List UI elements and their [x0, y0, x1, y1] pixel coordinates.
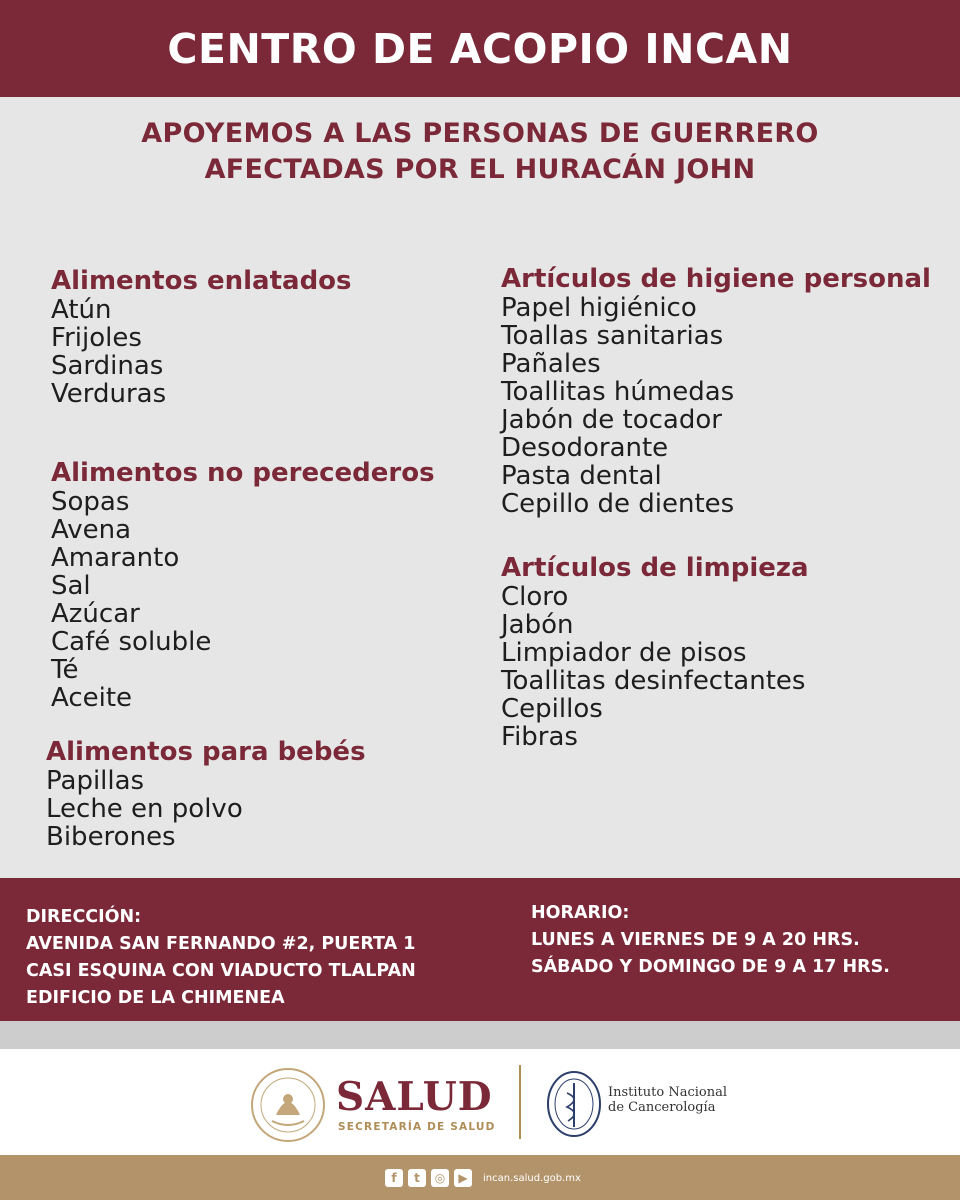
category-higiene	[501, 264, 931, 518]
category-no-perecederos	[51, 458, 435, 712]
subtitle	[0, 116, 960, 188]
incan-seal-icon	[546, 1069, 602, 1139]
incan-logo-text	[608, 1085, 727, 1115]
incan-name-line: de Cancerología	[608, 1100, 716, 1115]
list-item: Sal	[51, 571, 91, 601]
list-item: Té	[51, 655, 79, 685]
address-line: CASI ESQUINA CON VIADUCTO TLALPAN	[26, 961, 416, 981]
list-item: Atún	[51, 295, 112, 325]
list-item: Jabón	[501, 610, 574, 640]
secretaria-text: SECRETARÍA DE SALUD	[338, 1121, 496, 1133]
list-item: Biberones	[46, 822, 176, 852]
list-item: Papillas	[46, 766, 145, 796]
logo-strip	[0, 1049, 960, 1155]
instagram-icon[interactable]: ◎	[431, 1169, 449, 1187]
list-item: Fibras	[501, 722, 578, 752]
category-title: Alimentos no perecederos	[51, 458, 435, 488]
list-item: Toallas sanitarias	[501, 321, 724, 351]
list-item: Pañales	[501, 349, 601, 379]
list-item: Toallitas húmedas	[501, 377, 735, 407]
list-item: Pasta dental	[501, 461, 662, 491]
list-item: Azúcar	[51, 599, 140, 629]
category-limpieza	[501, 553, 809, 751]
schedule-line: LUNES A VIERNES DE 9 A 20 HRS.	[531, 930, 860, 950]
list-item: Jabón de tocador	[501, 405, 722, 435]
info-panel	[0, 878, 960, 1021]
list-item: Limpiador de pisos	[501, 638, 747, 668]
category-title: Alimentos para bebés	[46, 737, 366, 767]
address-line: EDIFICIO DE LA CHIMENEA	[26, 988, 285, 1008]
item-list	[51, 296, 352, 408]
list-item: Verduras	[51, 379, 167, 409]
list-item: Cepillo de dientes	[501, 489, 735, 519]
page-title: CENTRO DE ACOPIO INCAN	[167, 24, 793, 73]
item-list	[501, 294, 931, 518]
header-banner	[0, 0, 960, 97]
schedule-line: SÁBADO Y DOMINGO DE 9 A 17 HRS.	[531, 957, 890, 977]
website-link[interactable]: incan.salud.gob.mx	[483, 1172, 581, 1184]
schedule-block	[531, 900, 890, 981]
address-line: AVENIDA SAN FERNANDO #2, PUERTA 1	[26, 934, 416, 954]
category-title: Artículos de higiene personal	[501, 264, 931, 294]
social-links	[385, 1169, 581, 1187]
mexico-seal-icon	[250, 1067, 326, 1143]
divider-band	[0, 1021, 960, 1049]
list-item: Frijoles	[51, 323, 142, 353]
subtitle-line-1: APOYEMOS A LAS PERSONAS DE GUERRERO	[141, 118, 819, 149]
list-item: Cloro	[501, 582, 569, 612]
salud-logo-text: SALUD	[336, 1074, 493, 1120]
schedule-label: HORARIO:	[531, 903, 630, 923]
category-title: Alimentos enlatados	[51, 266, 352, 296]
list-item: Toallitas desinfectantes	[501, 666, 806, 696]
list-item: Avena	[51, 515, 132, 545]
twitter-icon[interactable]: t	[408, 1169, 426, 1187]
list-item: Sopas	[51, 487, 130, 517]
list-item: Amaranto	[51, 543, 180, 573]
list-item: Papel higiénico	[501, 293, 697, 323]
category-title: Artículos de limpieza	[501, 553, 809, 583]
list-item: Aceite	[51, 683, 133, 713]
youtube-icon[interactable]: ▶	[454, 1169, 472, 1187]
category-bebes	[46, 737, 366, 851]
list-item: Cepillos	[501, 694, 603, 724]
list-item: Café soluble	[51, 627, 212, 657]
subtitle-line-2: AFECTADAS POR EL HURACÁN JOHN	[204, 154, 756, 185]
category-enlatados	[51, 266, 352, 408]
list-item: Sardinas	[51, 351, 164, 381]
address-block	[26, 904, 416, 1012]
list-item: Desodorante	[501, 433, 669, 463]
logo-divider	[519, 1065, 521, 1139]
item-list	[501, 583, 809, 751]
list-item: Leche en polvo	[46, 794, 243, 824]
facebook-icon[interactable]: f	[385, 1169, 403, 1187]
item-list	[46, 767, 366, 851]
item-list	[51, 488, 435, 712]
incan-name-line: Instituto Nacional	[608, 1085, 728, 1100]
address-label: DIRECCIÓN:	[26, 907, 142, 927]
footer-bar	[0, 1155, 960, 1200]
